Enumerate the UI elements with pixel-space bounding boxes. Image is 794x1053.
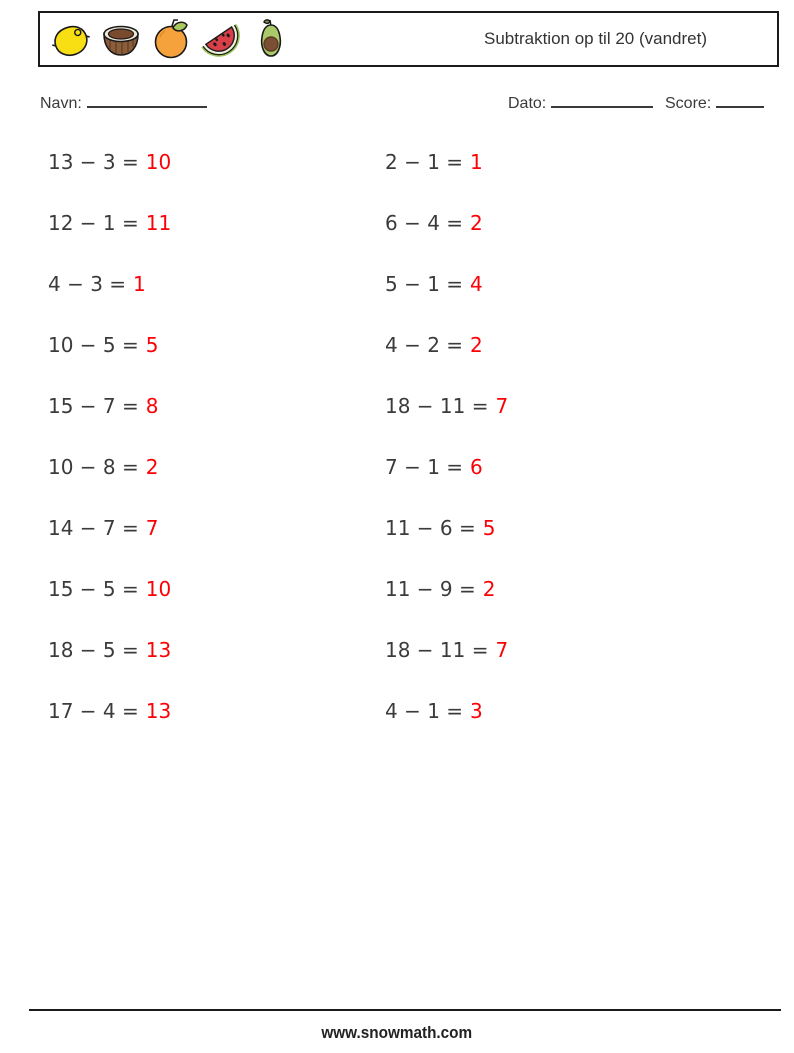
problem-row [385, 577, 508, 601]
problem-answer: 1 [470, 150, 483, 174]
problem-answer: 10 [145, 577, 172, 601]
worksheet-title: Subtraktion op til 20 (vandret) [483, 29, 707, 48]
problem-expression: 5 − 1 = [385, 272, 464, 296]
problem-row [385, 333, 508, 357]
problem-row [48, 516, 171, 540]
problem-row [48, 150, 171, 174]
problem-answer: 8 [145, 394, 159, 418]
problem-answer: 7 [145, 516, 159, 540]
problem-expression: 11 − 9 = [385, 577, 476, 601]
footer-url-text: www.snowmath.com [321, 1023, 473, 1042]
problem-expression: 10 − 5 = [48, 333, 139, 357]
problem-answer: 2 [482, 577, 496, 601]
date-input-line[interactable] [551, 92, 653, 108]
name-label: Navn: [40, 95, 82, 112]
problem-answer: 2 [470, 333, 483, 357]
problem-expression: 13 − 3 = [48, 150, 139, 174]
problem-answer: 13 [145, 699, 172, 723]
problem-row [385, 455, 508, 479]
name-field [40, 92, 207, 113]
score-label: Score: [665, 95, 712, 112]
header-box [38, 11, 779, 67]
name-input-line[interactable] [87, 92, 207, 108]
problem-row [48, 211, 171, 235]
problem-expression: 11 − 6 = [385, 516, 476, 540]
problem-expression: 17 − 4 = [48, 699, 139, 723]
problem-answer: 1 [133, 272, 146, 296]
problem-answer: 2 [145, 455, 159, 479]
score-input-line[interactable] [716, 92, 764, 108]
problem-expression: 12 − 1 = [48, 211, 139, 235]
problem-row [48, 455, 171, 479]
problem-row [48, 394, 171, 418]
footer-divider [29, 1009, 781, 1011]
problem-answer: 3 [470, 699, 483, 723]
problem-answer: 10 [145, 150, 172, 174]
problem-row [385, 150, 508, 174]
score-field [665, 92, 764, 113]
problems-column-right [385, 150, 508, 760]
problem-expression: 15 − 7 = [48, 394, 139, 418]
problem-expression: 4 − 3 = [48, 272, 127, 296]
problem-expression: 18 − 11 = [385, 638, 489, 662]
problem-row [385, 211, 508, 235]
problem-expression: 4 − 2 = [385, 333, 464, 357]
problem-answer: 6 [470, 455, 483, 479]
problem-answer: 5 [145, 333, 159, 357]
problem-row [48, 699, 171, 723]
problem-expression: 4 − 1 = [385, 699, 464, 723]
orange-icon [150, 17, 192, 61]
problem-row [385, 638, 508, 662]
problem-answer: 4 [470, 272, 483, 296]
watermelon-icon [200, 17, 242, 61]
problem-expression: 14 − 7 = [48, 516, 139, 540]
problem-answer: 2 [470, 211, 483, 235]
problem-answer: 7 [495, 394, 509, 418]
problem-row [48, 272, 171, 296]
date-label: Dato: [508, 95, 547, 112]
coconut-icon [100, 17, 142, 61]
fruit-row [50, 17, 292, 61]
lemon-icon [50, 17, 92, 61]
problem-expression: 15 − 5 = [48, 577, 139, 601]
problem-answer: 13 [145, 638, 172, 662]
problem-row [385, 516, 508, 540]
problem-expression: 18 − 11 = [385, 394, 489, 418]
problem-expression: 6 − 4 = [385, 211, 464, 235]
problem-row [385, 272, 508, 296]
date-field [508, 92, 653, 113]
avocado-icon [250, 17, 292, 61]
problem-expression: 18 − 5 = [48, 638, 139, 662]
problem-row [385, 394, 508, 418]
problem-expression: 7 − 1 = [385, 455, 464, 479]
problem-answer: 5 [482, 516, 496, 540]
problem-row [48, 577, 171, 601]
problem-row [48, 333, 171, 357]
problems-column-left [48, 150, 171, 760]
problem-row [48, 638, 171, 662]
footer-url [0, 1023, 794, 1043]
problem-answer: 7 [495, 638, 509, 662]
problem-row [385, 699, 508, 723]
problem-expression: 2 − 1 = [385, 150, 464, 174]
problem-answer: 11 [145, 211, 172, 235]
problem-expression: 10 − 8 = [48, 455, 139, 479]
